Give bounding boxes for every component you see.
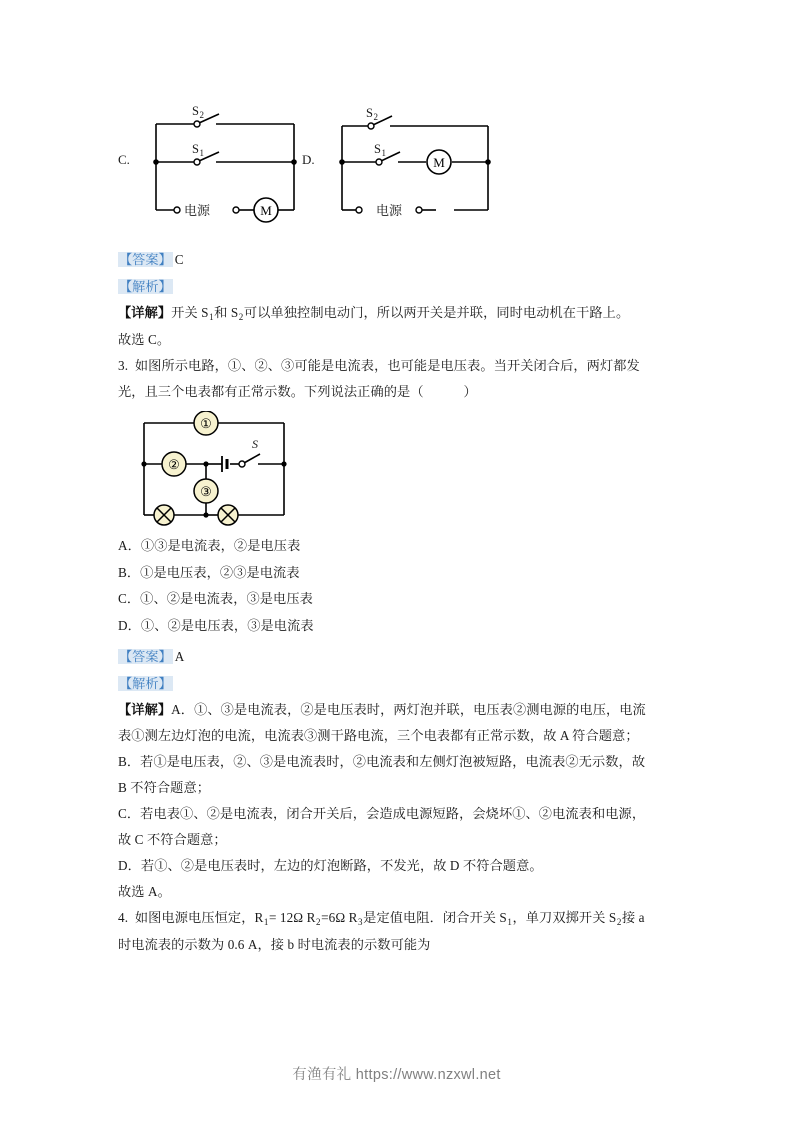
q4-text-c: =6Ω R: [321, 910, 358, 925]
q3-answer-line: [118, 643, 688, 670]
q3-detail-line-4: B 不符合题意；: [118, 780, 211, 795]
analysis-tag: 【解析】: [119, 279, 172, 294]
q2-detail-c: 可以单独控制电动门，所以两开关是并联，同时电动机在干路上。: [243, 305, 630, 320]
q4-sub-2: 2: [316, 917, 321, 927]
svg-text:M: M: [260, 203, 272, 218]
q4-text-b: = 12Ω R: [268, 910, 316, 925]
lamp-left-symbol: [154, 505, 174, 525]
document-content: [118, 96, 688, 958]
q2-detail-sub1: 1: [209, 312, 214, 322]
q2-detail-line2: 故选 C。: [118, 332, 171, 347]
svg-text:①: ①: [200, 416, 212, 431]
q3-detail-text-1: A．①、③是电流表，②是电压表时，两灯泡并联，电压表②测电源的电压，电流: [171, 702, 646, 717]
q4-stem-line1: [118, 905, 688, 932]
q3-detail-line-5: C．若电表①、②是电流表，闭合开关后，会造成电源短路，会烧坏①、②电流表和电源，: [118, 806, 646, 821]
q3-stem-line2: 光，且三个电表都有正常示数。下列说法正确的是（ ）: [118, 384, 477, 399]
q3-analysis-line: [118, 670, 688, 697]
option-d-label: D.: [302, 152, 315, 167]
circuit-diagram-d: [330, 100, 510, 226]
q4-number: 4.: [118, 910, 129, 925]
answer-tag: 【答案】: [119, 649, 172, 664]
analysis-tag: 【解析】: [119, 676, 172, 691]
circuit-diagram-q3: [136, 411, 326, 529]
q4-sub-1: 1: [263, 917, 269, 927]
q3-stem-line1: [118, 353, 688, 379]
q4-text-e: ，单刀双掷开关 S: [512, 910, 617, 925]
q3-option-b[interactable]: B．①是电压表，②③是电流表: [118, 564, 300, 580]
footer-watermark: 有渔有礼 https://www.nzxwl.net: [292, 1067, 501, 1083]
q3-number: 3.: [118, 358, 129, 373]
circuit-d-switch-s2-label: $S_2$: [366, 106, 378, 122]
circuit-diagram-c: [144, 100, 324, 226]
q3-detail-line-2: 表①测左边灯泡的电流，电流表③测干路电流，三个电表都有正常示数，故 A 符合题意；: [118, 728, 639, 743]
q4-text-f: 接 a: [621, 910, 645, 925]
q3-option-d[interactable]: D．①、②是电压表，③是电流表: [118, 617, 314, 633]
meter-2-symbol: [162, 452, 186, 476]
detail-tag: 【详解】: [118, 702, 172, 717]
q2-detail-paragraph: [118, 300, 688, 327]
q4-sub-5: 2: [616, 917, 622, 927]
q2-answer-line: [118, 246, 688, 273]
q3-option-c[interactable]: C．①、②是电流表，③是电压表: [118, 591, 313, 606]
q3-detail-line-7: D．若①、②是电压表时，左边的灯泡断路，不发光，故 D 不符合题意。: [118, 858, 543, 873]
q2-detail-b: 和 S: [214, 305, 239, 320]
answer-tag: 【答案】: [119, 252, 172, 267]
q3-detail-line-6: 故 C 不符合题意；: [118, 832, 227, 847]
q4-sub-3: 3: [358, 917, 363, 927]
meter-3-symbol: [194, 479, 218, 503]
q2-answer-value: C: [174, 252, 184, 267]
q3-detail-line-3: B．若①是电压表，②、③是电流表时，②电流表和左侧灯泡被短路，电流表②无示数，故: [118, 754, 646, 769]
svg-text:M: M: [433, 155, 445, 170]
option-c-label: C.: [118, 152, 130, 167]
circuit-d-source-label: 电源: [376, 203, 403, 218]
q3-stem-text1: 如图所示电路，①、②、③可能是电流表，也可能是电压表。当开关闭合后，两灯都发: [134, 358, 640, 373]
circuit-c-switch-s1-label: $S_1$: [192, 142, 204, 158]
lamp-right-symbol: [218, 505, 238, 525]
svg-text:②: ②: [168, 457, 180, 472]
q3-switch-label: S: [252, 437, 258, 451]
q2-detail-a: 开关 S: [171, 305, 209, 320]
q3-answer-value: A: [174, 649, 185, 664]
q4-sub-4: 1: [507, 917, 512, 927]
circuit-c-switch-s2-label: $S_2$: [192, 104, 204, 120]
circuit-c-source-label: 电源: [184, 203, 211, 218]
detail-tag: 【详解】: [118, 305, 172, 320]
q2-detail-sub2: 2: [238, 312, 244, 322]
q3-detail-line-8: 故选 A。: [118, 884, 171, 899]
q4-text-d: 是定值电阻．闭合开关 S: [363, 910, 507, 925]
battery-symbol: [222, 456, 227, 472]
circuit-d-switch-s1-label: $S_1$: [374, 142, 386, 158]
q3-detail-line-1: [118, 697, 688, 723]
switch-s-symbol: [239, 454, 260, 467]
q2-analysis-line: [118, 273, 688, 300]
figure-q3: [118, 405, 688, 533]
q4-stem-line2: 时电流表的示数为 0.6 A，接 b 时电流表的示数可能为: [118, 937, 431, 952]
figure-options-cd: [118, 96, 688, 236]
meter-1-symbol: [194, 411, 218, 435]
svg-text:③: ③: [200, 484, 212, 499]
q3-option-a[interactable]: A．①③是电流表，②是电压表: [118, 538, 301, 553]
q4-text-a: 如图电源电压恒定，R: [134, 910, 264, 925]
